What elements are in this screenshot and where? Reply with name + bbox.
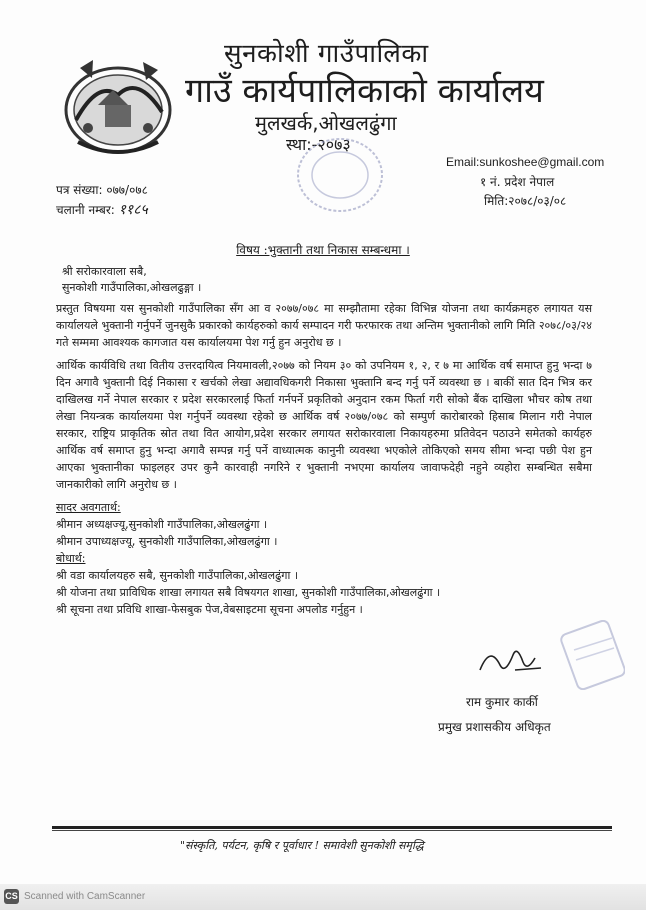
- dispatch-label: चलानी नम्बर:: [56, 203, 115, 217]
- office-address: मुलखर्क,ओखलढुंगा: [255, 111, 397, 135]
- cc-item: श्री वडा कार्यालयहरु सबै, सुनकोशी गाउँपालिका,ओखलढुंगा ।: [56, 569, 299, 582]
- reference-value: ०७७/०७८: [106, 183, 148, 197]
- cc-item: श्री योजना तथा प्राविधिक शाखा लगायत सबै विषयगत शाखा, सुनकोशी गाउँपालिका,ओखलढुंगा ।: [56, 586, 441, 599]
- camscanner-logo-icon: CS: [4, 889, 19, 904]
- email-address: Email:sunkoshee@gmail.com: [446, 155, 605, 169]
- received-stamp-icon: [560, 620, 625, 690]
- signatory-name: राम कुमार कार्की: [466, 695, 538, 709]
- province-label: १ नं. प्रदेश नेपाल: [480, 175, 555, 189]
- letter-date: मिति:२०७८/०३/०८: [484, 194, 567, 208]
- scanner-watermark: Scanned with CamScanner: [24, 891, 146, 902]
- salutation: श्री सरोकारवाला सबै,: [62, 265, 147, 278]
- cc-heading: बोधार्थ:: [56, 552, 86, 565]
- government-emblem-icon: [58, 50, 178, 160]
- footer-motto: "संस्कृति, पर्यटन, कृषि र पूर्वाधार ! समावेशी सुनकोशी समृद्धि: [180, 839, 424, 852]
- info-copy-item: श्रीमान उपाध्यक्षज्यू, सुनकोशी गाउँपालिका,ओखलढुंगा ।: [56, 535, 278, 548]
- established-year: स्था:-२०७३: [286, 135, 351, 154]
- info-copy-item: श्रीमान अध्यक्षज्यू,सुनकोशी गाउँपालिका,ओखलढुंगा ।: [56, 518, 268, 531]
- dispatch-number: [56, 200, 148, 219]
- body-paragraph-2: आर्थिक कार्यविधि तथा वितीय उत्तरदायित्व नियमावली,२०७७ को नियम ३० को उपनियम १, २, र ७ मा आर्थिक वर्ष समाप्त हुनु भन्दा ७ दिन अगावै भुक्तानी दिई निकासा र खर्चको लेखा अद्यावधिकगरी निकासा भुक्तानि बन्द गर्नु पर्ने व्यवस्था छ । बाकीं सात दिन भित्र कर दाखिलख गर्ने नेपाल सरकार र प्रदेश सरकारलाई फिर्ता गर्नपर्ने प्रकृतिको अनुदान रकम फिर्ता गरी सोको बैंक दाखिला भौचर कोष तथा लेखा नियन्त्रक कार्यालयमा पेश गर्नुपर्ने व्यवस्था रहेको छ आर्थिक वर्ष २०७७/०७८ को सम्पुर्ण कारोबारको हिसाब मिलान गरी नेपाल सरकार, राष्ट्रिय प्राकृतिक स्रोत तथा वित आयोग,प्रदेश सरकार लगायत सरोकारवाला निकायहरुमा प्रतिवेदन पठाउने समेतको कार्यहरु आर्थिक वर्ष समाप्त हुनु भन्दा अगावै सम्पन्न गर्नु पर्ने वाध्यात्मक कानुनी व्यवस्था भएकोले तोकिएको समय सीमा भन्दा पछी पेश हुन आएका भुक्तानीका फाइलहर उपर कुनै कारवाही नगरिने र भुक्तानी नभएमा कार्यालय जावाफदेही नहुने व्यहोरा सम्बन्धित सबैमा जानकारीको लागि अनुरोध छ ।: [56, 359, 592, 491]
- office-name: गाउँ कार्यपालिकाको कार्यालय: [185, 71, 544, 111]
- salutation-office: सुनकोशी गाउँपालिका,ओखलढुङ्गा ।: [62, 281, 202, 294]
- letter-subject: विषय :भुक्तानी तथा निकास सम्बन्धमा ।: [236, 243, 410, 257]
- office-stamp-icon: [285, 130, 395, 220]
- signature-icon: [475, 640, 545, 685]
- footer-rule-thin: [52, 830, 612, 831]
- letter-body: [56, 300, 592, 618]
- signatory-title: प्रमुख प्रशासकीय अधिकृत: [438, 720, 551, 734]
- info-copy-heading: सादर अवगतार्थ:: [56, 501, 121, 514]
- reference-number: [56, 181, 148, 198]
- body-paragraph-1: प्रस्तुत विषयमा यस सुनकोशी गाउँपालिका सँग आ व २०७७/०७८ मा सम्झौतामा रहेका विभिन्न योजना तथा कार्यक्रमहरु लगायत यस कार्यालयले भुक्तानी गर्नुपर्ने जुनसुकै प्रकारको कार्यहरुको कार्य सम्पादन गरी फरफारक तथा अन्तिम भुक्तानीको लागि मिति २०७८/०३/२४ गते सम्ममा आवश्यक कागजात यस कार्यालयमा पेश गर्नु हुन अनुरोध छ ।: [56, 302, 592, 349]
- reference-label: पत्र संख्या:: [56, 183, 103, 197]
- cc-item: श्री सूचना तथा प्रविधि शाखा-फेसबुक पेज,वेबसाइटमा सूचना अपलोड गर्नुहुन ।: [56, 603, 363, 616]
- municipality-name: सुनकोशी गाउँपालिका: [224, 39, 429, 69]
- footer-rule: [52, 826, 612, 829]
- dispatch-value: ११८५: [118, 202, 148, 218]
